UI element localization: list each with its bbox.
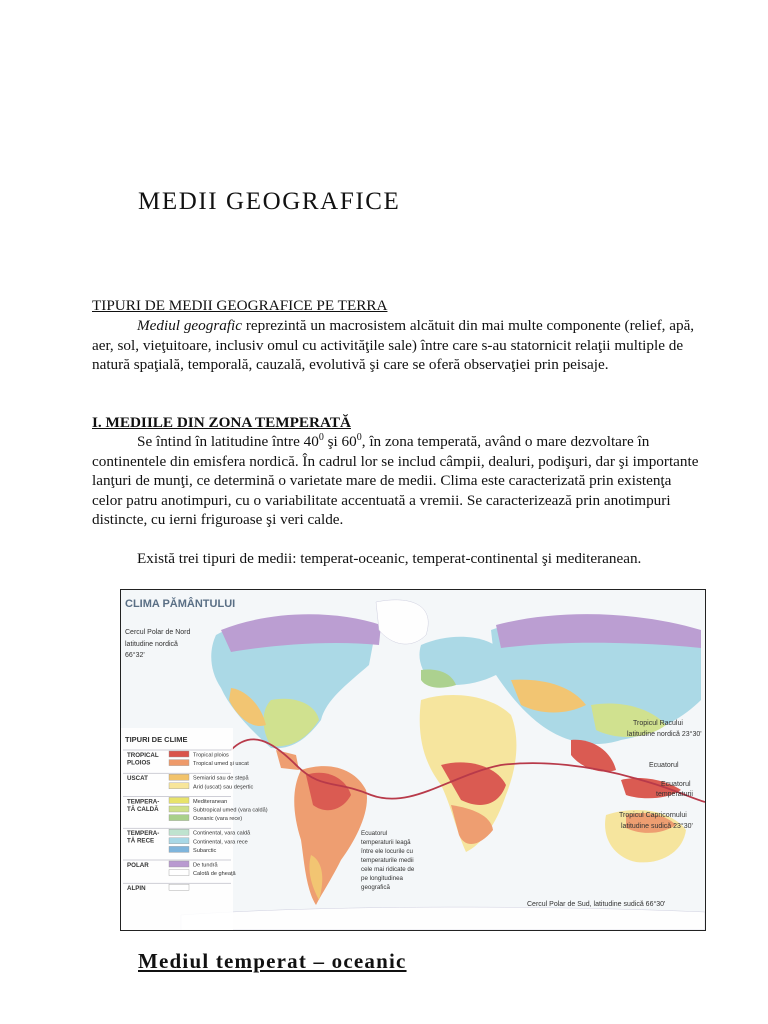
zone-paragraph-1 — [92, 432, 704, 530]
legend-swatch — [169, 751, 189, 757]
intro-paragraph — [92, 316, 704, 375]
zone-paragraph-2: Există trei tipuri de medii: temperat-oceanic, temperat-continental şi mediteranean. — [137, 550, 642, 567]
svg-text:temperaturile medii: temperaturile medii — [361, 857, 414, 864]
legend-group-name: TĂ CALDĂ — [127, 805, 159, 813]
legend-item-label: Calotă de gheaţă — [193, 871, 236, 878]
capricorn-label-2: latitudine sudică 23°30' — [621, 823, 693, 830]
legend-group-name: PLOIOS — [127, 759, 151, 767]
intro-term: Mediul geografic — [137, 317, 243, 334]
cancer-label-1: Tropicul Racului — [633, 720, 683, 727]
degree-sup: 0 — [318, 431, 324, 443]
svg-text:Ecuatorul: Ecuatorul — [361, 830, 388, 837]
arctic-circle-label-2: latitudine nordică — [125, 641, 178, 648]
svg-text:între ele locurile cu: între ele locurile cu — [361, 848, 413, 855]
section-heading: TIPURI DE MEDII GEOGRAFICE PE TERRA — [92, 297, 388, 314]
capricorn-label-1: Tropicul Capricornului — [619, 812, 687, 819]
legend-swatch — [169, 829, 189, 835]
svg-text:temperaturii leagă: temperaturii leagă — [361, 839, 411, 846]
map-title: CLIMA PĂMÂNTULUI — [125, 598, 236, 610]
legend-item-label: Subarctic — [193, 847, 217, 854]
subheading-temperat-oceanic: Mediul temperat – oceanic — [138, 949, 407, 973]
legend-title: TIPURI DE CLIME — [125, 735, 188, 744]
legend-swatch — [169, 797, 189, 803]
legend-item-label: Mediteranean — [193, 798, 228, 805]
arctic-circle-label-3: 66°32' — [125, 652, 145, 659]
thermal-equator-label-2: temperaturii — [656, 791, 693, 798]
legend-group-name: TROPICAL — [127, 752, 159, 759]
legend-item-label: Semiarid sau de stepă — [193, 775, 249, 782]
legend-swatch — [169, 806, 189, 812]
legend-item-label: Tropical umed şi uscat — [193, 761, 249, 768]
legend-group-name: USCAT — [127, 775, 148, 783]
arctic-circle-label-1: Cercul Polar de Nord — [125, 629, 191, 636]
intro-text: reprezintă un macrosistem alcătuit din mai multe componente (relief, apă, aer, sol, vieţuitoare, inclusiv omul cu activităţile sale) între care s-au statornicit relaţii multiple de natură spaţială, temporală, cauzală, evolutivă şi care se oferă observaţiei prin peisaje. — [92, 317, 695, 374]
zone-heading: I. MEDIILE DIN ZONA TEMPERATĂ — [92, 414, 351, 431]
svg-text:pe longitudinea: pe longitudinea — [361, 875, 403, 882]
legend-swatch — [169, 838, 189, 844]
legend-swatch — [169, 870, 189, 876]
thermal-equator-label-1: Ecuatorul — [661, 781, 691, 788]
legend-item-label: Subtropical umed (vara caldă) — [193, 807, 268, 814]
legend-group-name: POLAR — [127, 862, 149, 869]
continents — [181, 600, 705, 930]
page-title: MEDII GEOGRAFICE — [138, 188, 401, 215]
legend-item-label: De tundră — [193, 862, 218, 869]
zone-text-b: şi 60 — [323, 433, 357, 450]
legend-item-label: Arid (uscat) sau deşertic — [193, 784, 254, 791]
legend-swatch — [169, 861, 189, 867]
legend-swatch — [169, 815, 189, 821]
thermal-note — [360, 830, 415, 891]
svg-text:cele mai ridicate de: cele mai ridicate de — [361, 866, 415, 873]
antarctic-circle-label: Cercul Polar de Sud, latitudine sudică 66°30' — [527, 901, 666, 908]
legend-group-name: TEMPERA- — [127, 830, 160, 838]
legend-swatch — [169, 846, 189, 852]
svg-text:geografică: geografică — [361, 884, 390, 891]
legend-swatch — [169, 774, 189, 780]
legend-group-name: ALPIN — [127, 885, 146, 893]
legend-swatch — [169, 783, 189, 789]
legend-item-label: Continental, vara caldă — [193, 830, 251, 837]
equator-label: Ecuatorul — [649, 762, 679, 769]
cancer-label-2: latitudine nordică 23°30' — [627, 731, 702, 738]
legend-group-name: TĂ RECE — [127, 837, 155, 845]
zone-text-c: , în zona temperată, având o mare dezvoltare în continentele din emisfera nordică. În cadrul lor se includ câmpii, dealuri, podişuri, dar şi importante lanţuri de munţi, ce determină o varietate mare de medii. Clima este caracterizată prin existenţa celor patru anotimpuri, cu o variabilitate accentuată a vremii. Se caracterizează prin anotimpuri distincte, cu ierni friguroase şi veri calde. — [92, 433, 699, 529]
degree-sup: 0 — [356, 431, 362, 443]
zone-text-a: Se întind în latitudine între 40 — [137, 433, 319, 450]
legend-item-label: Tropical ploios — [193, 752, 229, 759]
climate-map — [120, 589, 706, 931]
legend-swatch — [169, 884, 189, 890]
legend-group-name: TEMPERA- — [127, 798, 160, 806]
legend-item-label: Continental, vara rece — [193, 839, 248, 846]
legend-swatch — [169, 760, 189, 766]
legend-item-label: Oceanic (vara rece) — [193, 816, 243, 823]
legend — [121, 728, 268, 930]
